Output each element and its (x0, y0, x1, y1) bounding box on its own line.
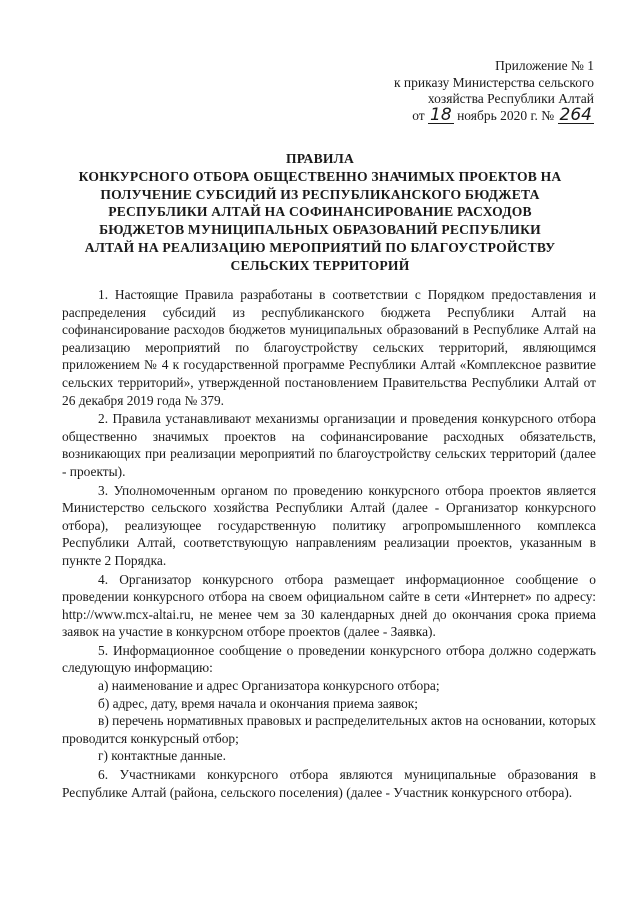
handwritten-number: 264 (559, 104, 592, 125)
title-line: КОНКУРСНОГО ОТБОРА ОБЩЕСТВЕННО ЗНАЧИМЫХ ПРОЕКТОВ НА (78, 168, 562, 184)
document-title (50, 150, 590, 275)
appendix-line-3: хозяйства Республики Алтай (427, 91, 594, 106)
title-line: АЛТАЙ НА РЕАЛИЗАЦИЮ МЕРОПРИЯТИЙ ПО БЛАГОУСТРОЙСТВУ (84, 239, 556, 255)
date-prefix: от (412, 107, 425, 123)
title-line: ПРАВИЛА (286, 151, 354, 166)
document-body (62, 286, 596, 801)
paragraph-1: 1. Настоящие Правила разработаны в соответствии с Порядком предоставления и распределения субсидий из республиканского бюджета Республики Алтай на софинансирование расходов бюджетов муниципальных образований в Республике Алтай на реализацию мероприятий по благоустройству сельских территорий, являющимся приложением № 4 к государственной программе Республики Алтай «Комплексное развитие сельских территорий», утвержденной постановлением Правительства Республики Алтай от 26 декабря 2019 года № 379. (62, 287, 596, 408)
paragraph-5: 5. Информационное сообщение о проведении конкурсного отбора должно содержать следующую информацию: (62, 642, 596, 676)
list-item-c: в) перечень нормативных правовых и распределительных актов на основании, которых проводится конкурсный отбор; (62, 713, 596, 746)
month-year: ноябрь 2020 г. № (457, 107, 555, 123)
appendix-header (344, 58, 594, 124)
appendix-date-line (344, 104, 594, 125)
list-item-d: г) контактные данные. (98, 748, 226, 764)
paragraph-4: 4. Организатор конкурсного отбора размещает информационное сообщение о проведении конкурсного отбора на своем официальном сайте в сети «Интернет» по адресу: http://www.mcx-altai.ru, не менее чем за 30 календарных дней до окончания срока приема заявок на участие в конкурсном отборе проектов (далее - Заявка). (62, 571, 596, 640)
paragraph-2: 2. Правила устанавливают механизмы организации и проведения конкурсного отбора общественно значимых проектов на софинансирование расходных обязательств, возникающих при реализации мероприятий по благоустройству сельских территорий (далее - проекты). (62, 411, 596, 479)
handwritten-day: 18 (430, 104, 452, 125)
title-line: СЕЛЬСКИХ ТЕРРИТОРИЙ (230, 257, 410, 273)
title-line: ПОЛУЧЕНИЕ СУБСИДИЙ ИЗ РЕСПУБЛИКАНСКОГО БЮДЖЕТА (100, 186, 540, 202)
appendix-line-2: к приказу Министерства сельского (393, 74, 594, 90)
title-line: БЮДЖЕТОВ МУНИЦИПАЛЬНЫХ ОБРАЗОВАНИЙ РЕСПУБЛИКИ (99, 222, 541, 238)
appendix-line-1: Приложение № 1 (495, 58, 594, 73)
paragraph-3: 3. Уполномоченным органом по проведению конкурсного отбора проектов является Министерство сельского хозяйства Республики Алтай (далее - Организатор конкурсного отбора), реализующее государственную политику агропромышленного комплекса Республики Алтай, соответствующую направлениям реализации проектов, указанным в пункте 2 Порядка. (62, 482, 596, 568)
list-item-b: б) адрес, дату, время начала и окончания приема заявок; (98, 695, 419, 711)
paragraph-6: 6. Участниками конкурсного отбора являются муниципальные образования в Республике Алтай (района, сельского поселения) (далее - Участник конкурсного отбора). (62, 767, 596, 800)
title-line: РЕСПУБЛИКИ АЛТАЙ НА СОФИНАНСИРОВАНИЕ РАСХОДОВ (108, 204, 532, 220)
list-item-a: а) наименование и адрес Организатора конкурсного отбора; (98, 678, 440, 694)
